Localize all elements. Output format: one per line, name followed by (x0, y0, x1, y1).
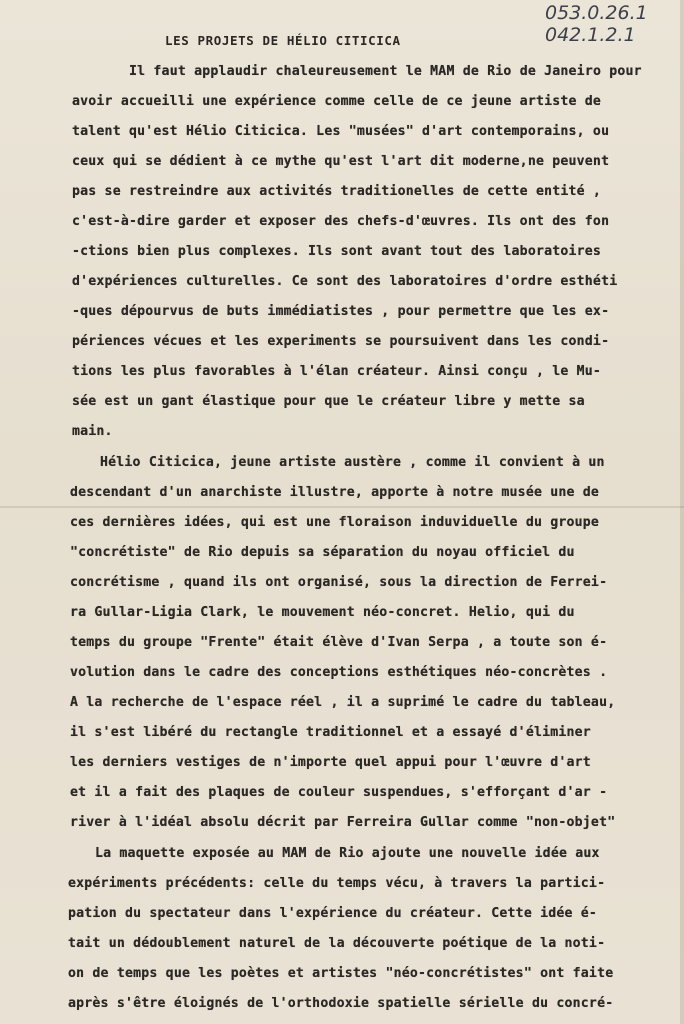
text-line: les derniers vestiges de n'importe quel appui pour l'œuvre d'art (70, 755, 591, 770)
text-line: tions les plus favorables à l'élan créateur. Ainsi conçu , le Mu- (72, 364, 602, 379)
text-line: sée est un gant élastique pour que le créateur libre y mette sa (72, 394, 585, 409)
archive-reference-number: 053.0.26.1 (545, 2, 648, 24)
text-line: descendant d'un anarchiste illustre, apporte à notre musée une de (70, 485, 600, 500)
text-line: ces dernières idées, qui est une floraison induviduelle du groupe (70, 515, 600, 530)
text-line: après s'être éloignés de l'orthodoxie spatielle sérielle du concré- (68, 996, 614, 1011)
text-line: talent qu'est Hélio Citicica. Les "musées" d'art contemporains, ou (72, 124, 610, 139)
text-line: et il a fait des plaques de couleur suspendues, s'efforçant d'ar - (70, 785, 608, 800)
text-line: temps du groupe "Frente" était élève d'Ivan Serpa , a toute son é- (70, 635, 608, 650)
text-line: pation du spectateur dans l'expérience du créateur. Cette idée é- (68, 906, 598, 921)
text-line: A la recherche de l'espace réel , il a suprimé le cadre du tableau, (70, 695, 616, 710)
paper-fold-line (0, 506, 684, 508)
text-line: concrétisme , quand ils ont organisé, sous la direction de Ferrei- (70, 575, 608, 590)
document-title: LES PROJETS DE HÉLIO CITICICA (165, 33, 401, 48)
text-line: périences vécues et les experiments se poursuivent dans les condi- (72, 334, 610, 349)
text-line: "concrétiste" de Rio depuis sa séparation du noyau officiel du (70, 545, 575, 560)
text-line: tait un dédoublement naturel de la découverte poétique de la noti- (68, 936, 606, 951)
text-line: river à l'idéal absolu décrit par Ferreira Gullar comme "non-objet" (70, 815, 616, 830)
text-line: Il faut applaudir chaleureusement le MAM de Rio de Janeiro pour (129, 64, 642, 79)
text-line: expériments précédents: celle du temps vécu, à travers la partici- (68, 876, 606, 891)
text-line: d'expériences culturelles. Ce sont des laboratoires d'ordre esthéti (72, 274, 618, 289)
text-line: il s'est libéré du rectangle traditionnel et a essayé d'éliminer (70, 725, 591, 740)
archive-reference-number: 042.1.2.1 (545, 24, 636, 46)
paper-edge (680, 0, 684, 1024)
text-line: La maquette exposée au MAM de Rio ajoute une nouvelle idée aux (95, 846, 600, 861)
text-line: c'est-à-dire garder et exposer des chefs-d'œuvres. Ils ont des fon (72, 214, 610, 229)
text-line: Hélio Citicica, jeune artiste austère , comme il convient à un (100, 455, 605, 470)
text-line: -ques dépourvus de buts immédiatistes , pour permettre que les ex- (72, 304, 610, 319)
text-line: -ctions bien plus complexes. Ils sont avant tout des laboratoires (72, 244, 602, 259)
text-line: pas se restreindre aux activités traditionelles de cette entité , (72, 184, 602, 199)
text-line: main. (72, 424, 113, 439)
text-line: on de temps que les poètes et artistes "néo-concrétistes" ont faite (68, 966, 614, 981)
text-line: avoir accueilli une expérience comme celle de ce jeune artiste de (72, 94, 602, 109)
text-line: ceux qui se dédient à ce mythe qu'est l'art dit moderne,ne peuvent (72, 154, 610, 169)
text-line: ra Gullar-Ligia Clark, le mouvement néo-concret. Helio, qui du (70, 605, 575, 620)
text-line: volution dans le cadre des conceptions esthétiques néo-concrètes . (70, 665, 608, 680)
